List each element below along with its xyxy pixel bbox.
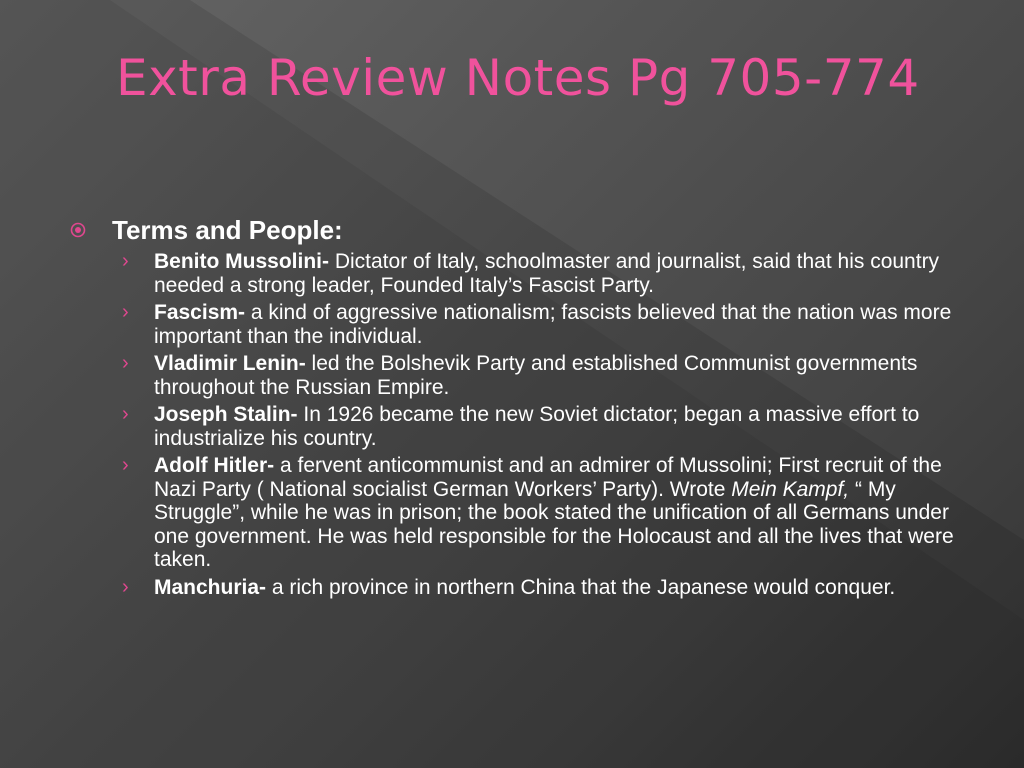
term-label: Benito Mussolini- [154, 250, 329, 273]
term-definition: led the Bolshevik Party and established Communist governments throughout the Russian Empire. [154, 352, 918, 399]
term-label: Fascism- [154, 301, 246, 324]
chevron-bullet-icon: › [122, 250, 129, 272]
list-item [70, 301, 970, 348]
term-definition: a rich province in northern China that the Japanese would conquer. [266, 575, 896, 599]
chevron-bullet-icon: › [122, 454, 129, 476]
slide-content [70, 214, 970, 603]
terms-list [70, 250, 970, 599]
section-heading: Terms and People: [112, 215, 343, 245]
list-item [70, 352, 970, 399]
chevron-bullet-icon: › [122, 352, 129, 374]
chevron-bullet-icon: › [122, 575, 129, 598]
book-title: Mein Kampf, [731, 477, 850, 501]
list-item [70, 403, 970, 450]
list-item [70, 576, 970, 600]
slide-title: Extra Review Notes Pg 705-774 [116, 49, 920, 107]
circle-bullet-icon [70, 222, 86, 238]
term-label: Joseph Stalin- [154, 403, 298, 426]
list-item [70, 454, 970, 572]
term-label: Adolf Hitler- [154, 454, 275, 477]
term-definition: a kind of aggressive nationalism; fascists believed that the nation was more important than the individual. [154, 301, 952, 348]
term-definition: a fervent anticommunist and an admirer of Mussolini; First recruit of the Nazi Party ( National socialist German Workers’ Party). Wrote [154, 454, 942, 501]
term-definition: In 1926 became the new Soviet dictator; began a massive effort to industrialize his country. [154, 403, 920, 450]
chevron-bullet-icon: › [122, 301, 129, 323]
list-item [70, 250, 970, 297]
term-label: Vladimir Lenin- [154, 352, 306, 375]
section-heading-row [70, 214, 970, 246]
term-definition: Dictator of Italy, schoolmaster and journalist, said that his country needed a strong leader, Founded Italy’s Fascist Party. [154, 250, 940, 297]
chevron-bullet-icon: › [122, 403, 129, 425]
term-label: Manchuria- [154, 575, 267, 599]
term-definition-continued: “ My Struggle”, while he was in prison; the book stated the unification of all Germans under one government. He was held responsible for the Holocaust and all the lives that were taken. [154, 477, 954, 571]
